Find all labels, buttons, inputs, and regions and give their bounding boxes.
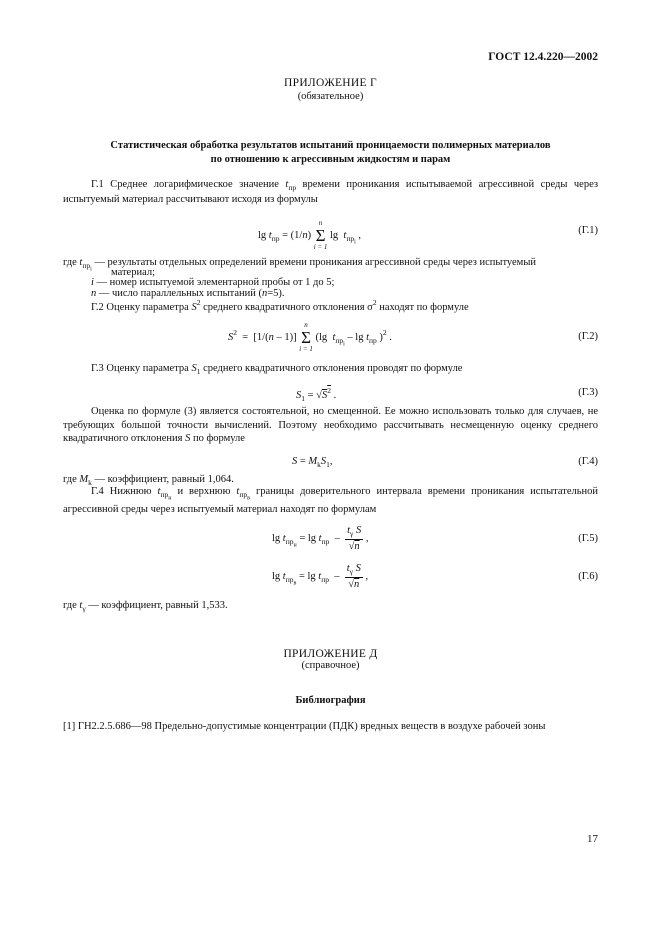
- g1-text-c: испытуемый материал рассчитывают исходя из формулы: [63, 193, 318, 205]
- g4-where-text: — коэффициент, равный 1,533.: [88, 600, 228, 611]
- eq-number-g4: (Г.4): [578, 456, 598, 467]
- appendix-d-title: ПРИЛОЖЕНИЕ Д: [283, 648, 378, 660]
- g1-where-tpr: где $t_{пр_i}$ — результаты отдельных определений времени проникания агрессивной среды через испытуемый: [63, 257, 536, 273]
- g2-paragraph: Г.2 Оценку параметра $S^2$ среднего квадратичного отклонения $\sigma^2$ находят по формуле: [91, 298, 469, 313]
- formula-g2: $S^2 = [1/(n - 1)]$ n Σ i = 1 (lg $t_{пр_i}$ – $\lg t_{пр}$ )$^2$ .: [228, 321, 392, 353]
- g4-where-tgamma: где $t_\gamma$ — коэффициент, равный 1,533.: [63, 600, 228, 613]
- g1-paragraph: Г.1 Среднее логарифмическое значение $t_{пр}$ времени проникания испытываемой агрессивной среды через испытуемый материал рассчитывают исходя из формулы: [63, 179, 599, 205]
- g1-where-tpr-cont: материал;: [111, 267, 155, 278]
- g3-text-a: Г.3 Оценку параметра: [91, 363, 189, 374]
- g4-text-c: границы доверительного интервала времени проникания испытательной: [255, 486, 599, 497]
- formula-g1: $\lg t_{пр} = (1/n)$ n Σ i = 1 $\lg t_{пр_i}$ ,: [258, 219, 362, 251]
- appendix-g-subtitle: (обязательное): [297, 91, 364, 102]
- bibliography-heading: Библиография: [295, 695, 366, 706]
- eq-number-g2: (Г.2): [578, 331, 598, 342]
- g1-text-a: Г.1 Среднее логарифмическое значение: [91, 179, 279, 190]
- formula-g6: $\lg t_{пр_в} = \lg t_{пр}$ – $\frac{t_\gamma S}{√n}$ ,: [272, 563, 369, 590]
- def-i-text: — номер испытуемой элементарной пробы от 1 до 5;: [96, 277, 335, 288]
- g1-def-n: n — число параллельных испытаний (n=5).: [91, 288, 285, 299]
- appendix-g-title: ПРИЛОЖЕНИЕ Г: [284, 77, 377, 89]
- g2-text-b: среднего квадратичного отклонения σ: [203, 302, 373, 313]
- g2-text-a: Г.2 Оценку параметра: [91, 302, 189, 313]
- appendix-g-heading-line1: Статистическая обработка результатов испытаний проницаемости полимерных материалов: [110, 140, 551, 151]
- g3-paragraph: Г.3 Оценку параметра $S_1$ среднего квадратичного отклонения проводят по формуле: [91, 363, 463, 376]
- document-code: ГОСТ 12.4.220—2002: [488, 51, 598, 63]
- g3-where-text: — коэффициент, равный 1,064.: [94, 474, 234, 485]
- eq-number-g1: (Г.1): [578, 225, 598, 236]
- g3-paragraph-end: по формуле: [192, 433, 245, 445]
- def-n-end: =5).: [267, 288, 285, 299]
- where-lead: где: [63, 257, 77, 268]
- g3-where-mk: где $M_k$ — коэффициент, равный 1,064.: [63, 474, 234, 487]
- where-text: — результаты отдельных определений времени проникания агрессивной среды через испытуемый: [94, 257, 536, 268]
- eq-number-g6: (Г.6): [578, 571, 598, 582]
- g2-text-c: находят по формуле: [379, 302, 469, 313]
- formula-g4: $S = M_kS_1$,: [292, 456, 333, 469]
- page-number: 17: [587, 833, 598, 845]
- appendix-d-subtitle: (справочное): [301, 660, 360, 671]
- bibliography-ref-1: [1] ГН2.2.5.686—98 Предельно-допустимые концентрации (ПДК) вредных веществ в воздухе рабочей зоны: [63, 721, 546, 732]
- g1-def-i: i — номер испытуемой элементарной пробы от 1 до 5;: [91, 277, 335, 288]
- eq-number-g3: (Г.3): [578, 387, 598, 398]
- g4-paragraph: Г.4 Нижнюю $t_{пр_н}$ и верхнюю $t_{пр_в}$ границы доверительного интервала времени проникания испытательной агрессивной среды через испытуемый материал находят по формулам: [63, 486, 599, 516]
- g1-text-b: времени проникания испытываемой агрессивной среды через: [302, 179, 599, 190]
- g4-text-b: и верхнюю: [177, 486, 231, 497]
- g3-text-b: среднего квадратичного отклонения проводят по формуле: [203, 363, 463, 374]
- g4-text-a: Г.4 Нижнюю: [91, 486, 152, 497]
- g3-paragraph-text: Оценка по формуле (3) является состоятельной, но смещенной. Ее можно использовать только для случаев, не требующих большой точности вычислений. Поэтому необходимо рассчитывать несмещенную оценку среднего квадратичного отклонения: [63, 406, 598, 445]
- formula-g3: $S_1 = √S^2$ .: [296, 386, 337, 403]
- appendix-g-heading-line2: по отношению к агрессивным жидкостям и парам: [210, 154, 451, 165]
- g4-text-d: агрессивной среды через испытуемый материал находят по формулам: [63, 504, 377, 516]
- def-n-text: — число параллельных испытаний (: [98, 288, 262, 299]
- eq-number-g5: (Г.5): [578, 533, 598, 544]
- formula-g5: $\lg t_{пр_н} = \lg t_{пр}$ – $\frac{t_\gamma S}{√n}$ ,: [272, 525, 369, 552]
- g3-paragraph-estimate: Оценка по формуле (3) является состоятельной, но смещенной. Ее можно использовать только для случаев, не требующих большой точности вычислений. Поэтому необходимо рассчитывать несмещенную оценку среднего квадратичного отклонения S по формуле: [63, 406, 598, 445]
